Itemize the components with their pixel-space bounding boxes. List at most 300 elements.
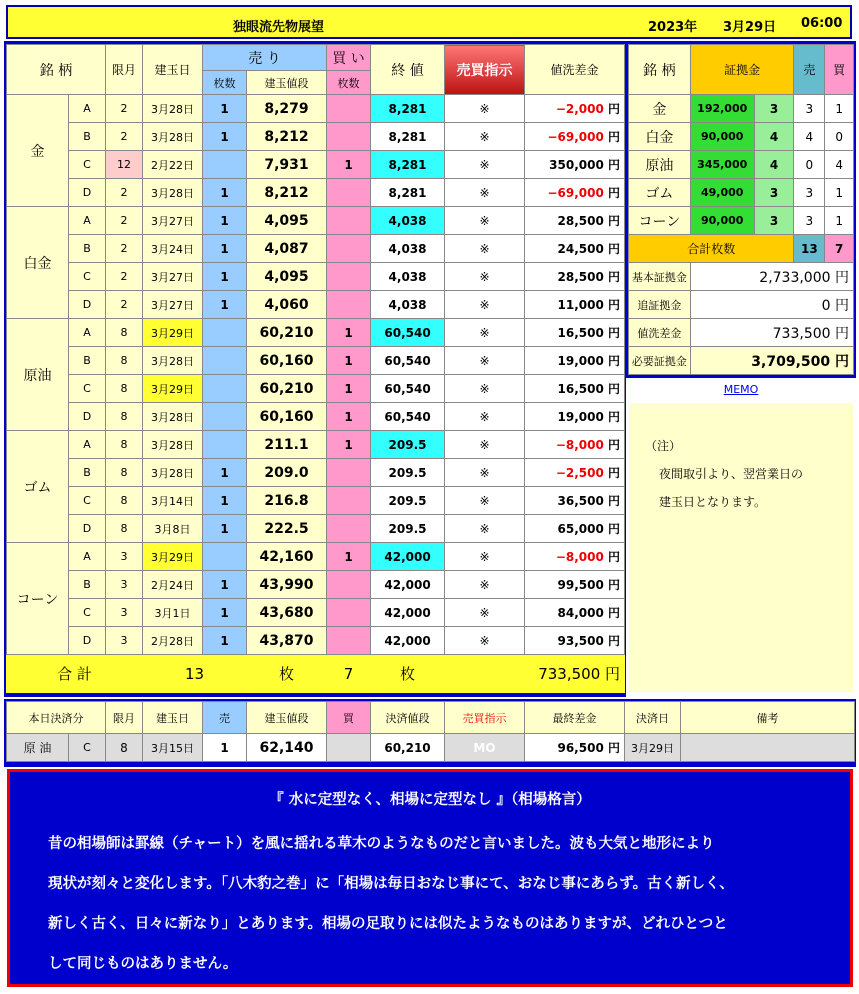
settle-header-buy: 買 [327,702,371,734]
row-diff-value: 99,500 [557,578,604,592]
row-month: 3 [106,543,143,571]
row-diff-unit: 円 [608,354,621,368]
row-id: B [69,571,106,599]
margin-summary-row [629,347,854,375]
row-diff-unit: 円 [608,214,621,228]
row-order-mark: ※ [445,179,525,207]
margin-total-label: 合計枚数 [629,235,794,263]
row-diff-value: 16,500 [557,382,604,396]
row-close: 8,281 [371,151,445,179]
row-buy-count [327,95,371,123]
row-sell-count [203,319,247,347]
row-date: 3月27日 [143,207,203,235]
row-date: 3月28日 [143,179,203,207]
row-close: 209.5 [371,431,445,459]
row-date: 3月27日 [143,263,203,291]
row-diff [525,95,625,123]
row-diff [525,487,625,515]
row-diff-unit: 円 [608,102,621,116]
margin-sell: 3 [794,207,825,235]
row-buy-count: 1 [327,375,371,403]
row-close: 4,038 [371,235,445,263]
margin-buy: 4 [825,151,854,179]
row-diff [525,123,625,151]
row-date: 3月28日 [143,431,203,459]
margin-total-sell: 13 [794,235,825,263]
commodity-name: 金 [7,95,69,207]
margin-header-buy: 買 [825,45,854,95]
row-sell-count [203,375,247,403]
row-diff [525,319,625,347]
row-month: 2 [106,207,143,235]
row-close: 60,540 [371,347,445,375]
margin-row [629,151,854,179]
row-diff-value: −69,000 [547,130,604,144]
margin-name: 金 [629,95,691,123]
row-diff [525,403,625,431]
row-buy-count: 1 [327,543,371,571]
memo-line-3: 建玉日となります。 [659,495,767,509]
row-id: A [69,543,106,571]
margin-summary-amount: 0 [821,297,831,314]
row-sell-count: 1 [203,515,247,543]
row-date: 2月28日 [143,627,203,655]
row-order-mark: ※ [445,543,525,571]
settle-settle-price: 60,210 [371,734,445,762]
settle-final [525,734,625,762]
row-buy-count [327,291,371,319]
row-id: B [69,347,106,375]
row-buy-count [327,459,371,487]
row-sell-count [203,347,247,375]
row-date: 3月29日 [143,319,203,347]
row-close: 42,000 [371,599,445,627]
table-row [7,627,625,655]
row-date: 3月28日 [143,95,203,123]
row-diff-unit: 円 [608,494,621,508]
row-diff-unit: 円 [608,242,621,256]
row-diff [525,235,625,263]
settle-header-sell: 売 [203,702,247,734]
row-close: 209.5 [371,515,445,543]
row-diff-value: −8,000 [555,550,604,564]
header-date: 建玉日 [143,45,203,95]
row-diff [525,431,625,459]
row-price: 60,210 [247,319,327,347]
commodity-name: コーン [7,543,69,655]
margin-sell: 0 [794,151,825,179]
memo-line-2: 夜間取引より、翌営業日の [659,467,804,481]
memo-panel [629,403,853,692]
row-date: 2月24日 [143,571,203,599]
settle-final-value: 96,500 [557,741,604,755]
row-sell-count [203,543,247,571]
settle-header-price: 建玉値段 [247,702,327,734]
row-diff-unit: 円 [608,522,621,536]
row-diff-value: 11,000 [557,298,604,312]
row-buy-count [327,515,371,543]
row-date: 3月28日 [143,347,203,375]
row-order-mark: ※ [445,515,525,543]
row-month: 2 [106,179,143,207]
margin-sell: 3 [794,95,825,123]
row-diff-unit: 円 [608,634,621,648]
row-sell-count: 1 [203,235,247,263]
row-diff-unit: 円 [608,438,621,452]
settle-name: 原 油 [7,734,69,762]
table-row [7,179,625,207]
title-bar [6,5,852,39]
table-row [7,319,625,347]
row-id: C [69,151,106,179]
row-price: 211.1 [247,431,327,459]
row-date: 3月27日 [143,291,203,319]
margin-summary-label: 追証拠金 [629,291,691,319]
row-diff [525,571,625,599]
margin-summary-label: 値洗差金 [629,319,691,347]
row-month: 12 [106,151,143,179]
row-buy-count [327,599,371,627]
table-row [7,375,625,403]
row-date: 3月24日 [143,235,203,263]
row-diff [525,459,625,487]
table-row [7,515,625,543]
row-order-mark: ※ [445,235,525,263]
memo-link[interactable]: MEMO [629,379,853,401]
row-diff-value: 19,000 [557,410,604,424]
table-row [7,571,625,599]
margin-summary-value [690,347,853,375]
row-close: 4,038 [371,291,445,319]
row-order-mark: ※ [445,431,525,459]
row-close: 60,540 [371,319,445,347]
settle-header-settle-date: 決済日 [625,702,681,734]
row-sell-count: 1 [203,179,247,207]
row-diff-unit: 円 [608,606,621,620]
total-sell: 13 [143,655,247,693]
margin-summary-value [690,319,853,347]
settle-header-label: 本日決済分 [7,702,106,734]
row-month: 8 [106,515,143,543]
row-diff-value: 16,500 [557,326,604,340]
margin-summary-row [629,319,854,347]
row-diff-value: −8,000 [555,438,604,452]
settle-table [6,701,855,762]
table-row [7,235,625,263]
row-month: 2 [106,95,143,123]
row-date: 3月14日 [143,487,203,515]
row-order-mark: ※ [445,123,525,151]
row-date: 2月22日 [143,151,203,179]
row-month: 8 [106,375,143,403]
row-diff [525,207,625,235]
row-sell-count [203,151,247,179]
settle-header-order: 売買指示 [445,702,525,734]
quote-line-3: 新しく古く、日々に新なり」とあります。相場の足取りには似たようなものはありますが、どれひとつと [48,916,728,932]
margin-name: 白金 [629,123,691,151]
row-order-mark: ※ [445,207,525,235]
settle-header-settle-price: 決済値段 [371,702,445,734]
row-price: 43,680 [247,599,327,627]
row-sell-count: 1 [203,291,247,319]
row-price: 43,870 [247,627,327,655]
header-price: 建玉値段 [247,71,327,95]
row-order-mark: ※ [445,319,525,347]
row-diff-unit: 円 [608,466,621,480]
row-month: 2 [106,263,143,291]
row-date: 3月28日 [143,123,203,151]
row-price: 4,095 [247,263,327,291]
margin-buy: 1 [825,95,854,123]
row-diff [525,263,625,291]
row-diff-value: 19,000 [557,354,604,368]
positions-table [6,44,625,693]
row-price: 8,279 [247,95,327,123]
commodity-name: 白金 [7,207,69,319]
row-close: 60,540 [371,375,445,403]
row-id: D [69,291,106,319]
header-sell: 売 り [203,45,327,71]
row-id: D [69,179,106,207]
title-time: 06:00 [801,16,843,31]
row-close: 42,000 [371,627,445,655]
total-diff-value: 733,500 [538,665,601,683]
settle-buy [327,734,371,762]
row-month: 3 [106,627,143,655]
margin-summary-label: 必要証拠金 [629,347,691,375]
margin-name: 原油 [629,151,691,179]
row-date: 3月29日 [143,543,203,571]
row-close: 8,281 [371,123,445,151]
row-buy-count [327,207,371,235]
row-date: 3月29日 [143,375,203,403]
row-diff-unit: 円 [608,186,621,200]
row-diff-value: 36,500 [557,494,604,508]
row-diff-unit: 円 [608,158,621,172]
margin-row [629,179,854,207]
row-date: 3月28日 [143,459,203,487]
quote-line-1: 昔の相場師は罫線（チャート）を風に揺れる草木のようなものだと言いました。波も大気と地形により [48,836,715,852]
row-price: 42,160 [247,543,327,571]
row-month: 3 [106,599,143,627]
row-diff [525,627,625,655]
settle-header-final: 最終差金 [525,702,625,734]
table-row [7,487,625,515]
margin-summary-value [690,291,853,319]
settle-row [7,734,855,762]
row-sell-count: 1 [203,571,247,599]
row-close: 42,000 [371,543,445,571]
row-close: 4,038 [371,263,445,291]
margin-mult: 3 [754,95,794,123]
total-diff-unit: 円 [605,665,621,683]
row-buy-count: 1 [327,319,371,347]
row-order-mark: ※ [445,599,525,627]
total-buy: 7 [327,655,371,693]
margin-summary-value [690,263,853,291]
row-order-mark: ※ [445,347,525,375]
quote-panel [7,769,853,987]
margin-summary-unit: 円 [835,353,849,370]
row-price: 8,212 [247,123,327,151]
row-month: 2 [106,291,143,319]
row-sell-count: 1 [203,207,247,235]
margin-sell: 3 [794,179,825,207]
title-year: 2023年 [648,20,698,35]
margin-header-amount: 証拠金 [690,45,794,95]
table-row [7,459,625,487]
settle-order: MO [445,734,525,762]
row-price: 4,087 [247,235,327,263]
table-row [7,151,625,179]
row-close: 8,281 [371,95,445,123]
row-month: 8 [106,487,143,515]
margin-name: コーン [629,207,691,235]
row-order-mark: ※ [445,151,525,179]
table-row [7,123,625,151]
total-label: 合 計 [7,655,143,693]
row-id: D [69,515,106,543]
margin-table [628,44,854,375]
row-date: 3月8日 [143,515,203,543]
margin-row [629,123,854,151]
row-order-mark: ※ [445,403,525,431]
margin-summary-amount: 2,733,000 [759,269,831,286]
table-row [7,431,625,459]
row-id: B [69,235,106,263]
row-buy-count: 1 [327,151,371,179]
memo-line-1: （注） [645,439,682,453]
row-month: 8 [106,319,143,347]
margin-amount: 192,000 [690,95,754,123]
total-row [7,655,625,693]
margin-row [629,95,854,123]
row-id: B [69,123,106,151]
table-row [7,263,625,291]
header-close: 終 値 [371,45,445,95]
header-meigara: 銘 柄 [7,45,106,95]
row-diff [525,543,625,571]
row-id: A [69,319,106,347]
margin-name: ゴム [629,179,691,207]
header-month: 限月 [106,45,143,95]
margin-header-name: 銘 柄 [629,45,691,95]
title-date: 3月29日 [723,20,777,35]
row-order-mark: ※ [445,571,525,599]
row-sell-count: 1 [203,95,247,123]
margin-summary-amount: 3,709,500 [751,353,831,370]
row-price: 4,060 [247,291,327,319]
row-diff-value: 84,000 [557,606,604,620]
row-id: D [69,403,106,431]
row-buy-count [327,627,371,655]
table-row [7,95,625,123]
row-close: 8,281 [371,179,445,207]
row-buy-count [327,123,371,151]
margin-summary-row [629,291,854,319]
table-row [7,291,625,319]
margin-summary-unit: 円 [835,297,849,314]
row-month: 2 [106,235,143,263]
row-diff [525,347,625,375]
margin-amount: 345,000 [690,151,754,179]
row-diff [525,515,625,543]
row-id: B [69,459,106,487]
row-diff-unit: 円 [608,578,621,592]
row-diff-value: 28,500 [557,214,604,228]
row-diff-value: 65,000 [557,522,604,536]
row-price: 222.5 [247,515,327,543]
header-sell-count: 枚数 [203,71,247,95]
row-sell-count: 1 [203,263,247,291]
settle-id: C [69,734,106,762]
table-row [7,347,625,375]
row-diff-value: 24,500 [557,242,604,256]
row-order-mark: ※ [445,627,525,655]
margin-total-buy: 7 [825,235,854,263]
row-order-mark: ※ [445,375,525,403]
row-sell-count: 1 [203,487,247,515]
row-price: 4,095 [247,207,327,235]
total-sell-unit: 枚 [247,655,327,693]
row-diff-value: −2,500 [555,466,604,480]
row-price: 216.8 [247,487,327,515]
margin-header-sell: 売 [794,45,825,95]
row-close: 209.5 [371,487,445,515]
page-title: 独眼流先物展望 [233,20,325,35]
settle-header-month: 限月 [106,702,143,734]
row-buy-count [327,487,371,515]
row-diff [525,599,625,627]
header-diff: 値洗差金 [525,45,625,95]
settle-final-unit: 円 [607,741,620,755]
table-row [7,599,625,627]
header-buy: 買 い [327,45,371,71]
row-close: 209.5 [371,459,445,487]
row-buy-count: 1 [327,347,371,375]
row-sell-count [203,431,247,459]
table-row [7,403,625,431]
row-sell-count: 1 [203,599,247,627]
row-price: 209.0 [247,459,327,487]
margin-summary-unit: 円 [835,269,849,286]
row-id: C [69,599,106,627]
commodity-name: 原油 [7,319,69,431]
table-row [7,543,625,571]
row-order-mark: ※ [445,459,525,487]
margin-summary-label: 基本証拠金 [629,263,691,291]
row-diff-value: −69,000 [547,186,604,200]
row-order-mark: ※ [445,95,525,123]
row-buy-count [327,235,371,263]
margin-mult: 4 [754,123,794,151]
row-diff-unit: 円 [608,410,621,424]
row-buy-count: 1 [327,403,371,431]
row-sell-count: 1 [203,123,247,151]
margin-amount: 90,000 [690,207,754,235]
settle-settle-date: 3月29日 [625,734,681,762]
margin-mult: 3 [754,179,794,207]
row-diff-unit: 円 [608,326,621,340]
header-buy-count: 枚数 [327,71,371,95]
row-price: 60,160 [247,403,327,431]
row-id: A [69,431,106,459]
row-sell-count: 1 [203,459,247,487]
row-id: C [69,375,106,403]
row-buy-count: 1 [327,431,371,459]
settle-date: 3月15日 [143,734,203,762]
row-diff-value: −2,000 [555,102,604,116]
